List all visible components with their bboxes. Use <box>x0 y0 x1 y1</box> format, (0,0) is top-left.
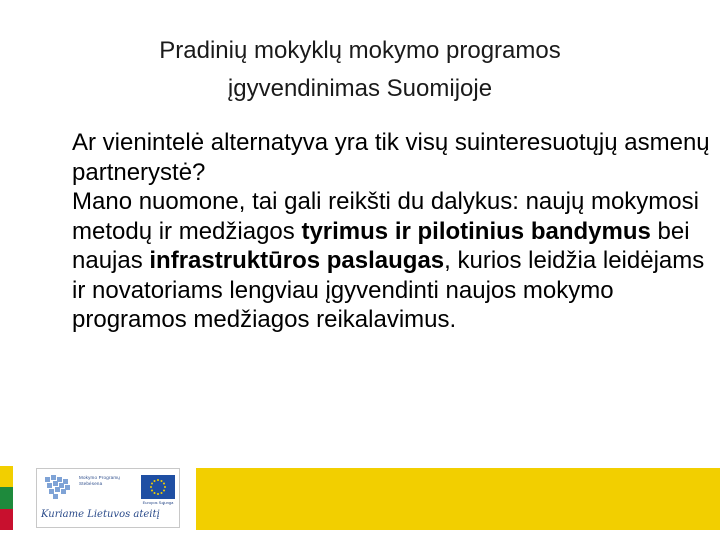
answer-text-2: bei naujas <box>72 217 690 274</box>
answer-text-3: , kurios leidžia leidėjams ir novatoriams lengviau įgyvendinti naujos mokymo programos medžiagos reikalavimus. <box>72 247 705 333</box>
question-paragraph: Ar vienintelė alternatyva yra tik visų suinteresuotųjų asmenų partnerystė? <box>72 129 710 186</box>
organization-name: Mokymo Programų Stebėsena <box>79 475 121 486</box>
answer-paragraph <box>72 187 712 335</box>
slide-title <box>60 32 660 108</box>
eu-flag-icon <box>141 475 175 499</box>
answer-bold-1: tyrimus ir pilotinius bandymus <box>301 217 651 245</box>
title-line-2: įgyvendinimas Suomijoje <box>227 75 493 102</box>
footer-logo <box>36 468 180 528</box>
flag-red <box>0 509 13 530</box>
title-line-1: Pradinių mokyklų mokymo programos <box>159 37 561 64</box>
flag-green <box>0 487 13 508</box>
answer-text-1: Mano nuomone, tai gali reikšti du dalykus: naujų mokymosi metodų ir medžiagos <box>72 188 699 245</box>
eu-label: Europos Sąjunga <box>142 500 174 505</box>
lithuania-map-icon <box>43 473 73 507</box>
flag-yellow <box>0 466 13 487</box>
lithuanian-flag-stripe <box>0 466 13 530</box>
answer-bold-2: infrastruktūros paslaugas <box>149 247 445 274</box>
slogan: Kuriame Lietuvos ateitį <box>41 509 160 520</box>
footer-accent-bar <box>196 468 720 530</box>
slide-body <box>72 128 712 335</box>
